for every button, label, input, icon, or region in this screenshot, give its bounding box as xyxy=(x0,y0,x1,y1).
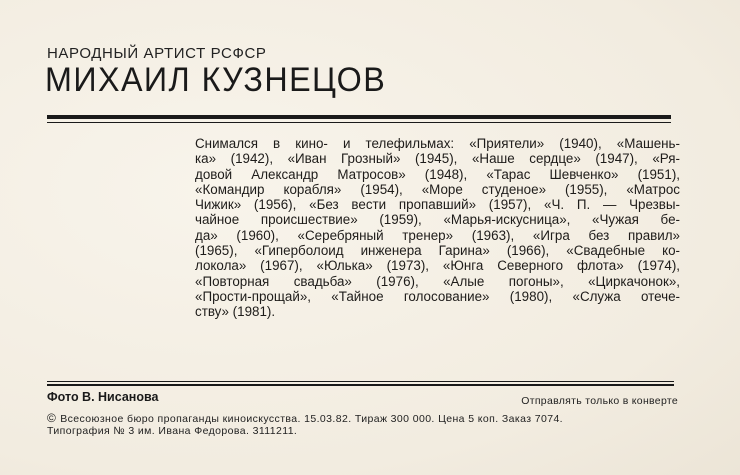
filmography-line: чайное происшествие» (1959), «Марья-искусница», «Чужая бе- xyxy=(195,212,680,228)
copyright-icon: © xyxy=(47,411,57,425)
filmography-text xyxy=(195,136,680,320)
filmography-line: «Прости-прощай», «Тайное голосование» (1980), «Служа отече- xyxy=(195,288,680,304)
header-rule-thick xyxy=(47,115,671,119)
filmography-line: довой Александр Матросов» (1948), «Тарас Шевченко» (1951), xyxy=(195,166,680,182)
header-rule-thin xyxy=(47,122,671,123)
filmography-line: да» (1960), «Серебряный тренер» (1963), «Игра без правил» xyxy=(195,227,680,243)
filmography-line: «Повторная свадьба» (1976), «Алые погоны», «Циркачонок», xyxy=(195,273,680,289)
filmography-line: локола» (1967), «Юлька» (1973), «Юнга Северного флота» (1974), xyxy=(195,258,680,274)
footer-rule-thin xyxy=(47,381,674,382)
actor-title: НАРОДНЫЙ АРТИСТ РСФСР xyxy=(47,45,267,62)
filmography-line: (1965), «Гиперболоид инженера Гарина» (1966), «Свадебные ко- xyxy=(195,243,680,259)
actor-name: МИХАИЛ КУЗНЕЦОВ xyxy=(45,61,387,99)
filmography-line: Снимался в кино- и телефильмах: «Приятели» (1940), «Машень- xyxy=(195,136,680,151)
filmography-line: ству» (1981). xyxy=(195,304,276,320)
publisher-text: Всесоюзное бюро пропаганды киноискусства. 15.03.82. Тираж 300 000. Цена 5 коп. Заказ 7074. xyxy=(60,413,563,425)
printing-line: Типография № 3 им. Ивана Федорова. 3111211. xyxy=(47,425,298,437)
photo-credit: Фото В. Нисанова xyxy=(47,390,159,404)
send-note: Отправлять только в конверте xyxy=(521,395,678,407)
filmography-line: Чижик» (1956), «Без вести пропавший» (1957), «Ч. П. — Чрезвы- xyxy=(195,197,680,213)
filmography-line: ка» (1942), «Иван Грозный» (1945), «Наше сердце» (1947), «Ря- xyxy=(195,151,680,167)
publisher-line xyxy=(47,411,563,425)
footer-rule-thick xyxy=(47,384,674,386)
filmography-line: «Командир корабля» (1954), «Море студеное» (1955), «Матрос xyxy=(195,181,680,197)
